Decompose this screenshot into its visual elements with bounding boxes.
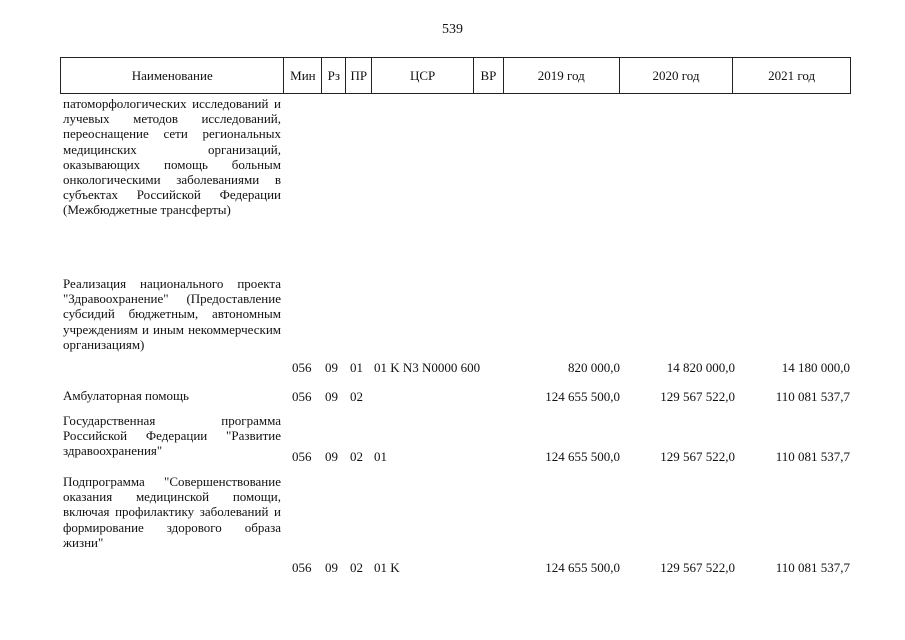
row-csr: 01 K N3 N0000 600 — [374, 359, 481, 375]
row-csr: 01 K — [374, 559, 400, 575]
row-name: Подпрограмма "Совершенствование оказания медицинской помощи, включая профилактику заболеваний и формирование здорового образа жизни" — [63, 474, 281, 550]
row-min: 056 — [292, 388, 312, 404]
row-2019: 820 000,0 — [568, 359, 620, 375]
row-2020: 14 820 000,0 — [666, 359, 735, 375]
row-name: Государственная программа Российской Федерации "Развитие здравоохранения" — [63, 413, 281, 459]
row-pr: 02 — [350, 448, 363, 464]
header-csr: ЦСР — [372, 58, 474, 93]
table-row — [60, 276, 851, 375]
row-rz: 09 — [325, 388, 338, 404]
row-name: Амбулаторная помощь — [63, 388, 189, 403]
row-2020: 129 567 522,0 — [660, 388, 735, 404]
header-name: Наименование — [61, 58, 284, 93]
row-2019: 124 655 500,0 — [545, 448, 620, 464]
table-row — [60, 474, 851, 575]
header-vr: ВР — [474, 58, 504, 93]
row-2020: 129 567 522,0 — [660, 448, 735, 464]
row-2019: 124 655 500,0 — [545, 559, 620, 575]
row-csr: 01 — [374, 448, 387, 464]
row-name: Реализация национального проекта "Здравоохранение" (Предоставление субсидий бюджетным, автономным учреждениям и иным некоммерческим организациям) — [63, 276, 281, 352]
row-2021: 110 081 537,7 — [775, 448, 850, 464]
row-pr: 02 — [350, 388, 363, 404]
row-rz: 09 — [325, 448, 338, 464]
row-name: патоморфологических исследований и лучевых методов исследований, переоснащение сети региональных медицинских организаций, оказывающих помощь больным онкологическими заболеваниями в субъектах Российской Федерации (Межбюджетные трансферты) — [63, 96, 281, 218]
table-row — [60, 388, 851, 404]
table-row — [60, 96, 851, 264]
row-2021: 110 081 537,7 — [775, 559, 850, 575]
row-rz: 09 — [325, 559, 338, 575]
table-row — [60, 413, 851, 464]
row-min: 056 — [292, 448, 312, 464]
row-2021: 14 180 000,0 — [781, 359, 850, 375]
row-pr: 01 — [350, 359, 363, 375]
header-2019: 2019 год — [504, 58, 620, 93]
header-rz: Рз — [322, 58, 346, 93]
table-header — [60, 57, 851, 94]
row-2020: 129 567 522,0 — [660, 559, 735, 575]
header-min: Мин — [284, 58, 322, 93]
row-min: 056 — [292, 359, 312, 375]
row-pr: 02 — [350, 559, 363, 575]
page-number: 539 — [442, 22, 463, 37]
row-min: 056 — [292, 559, 312, 575]
header-2021: 2021 год — [768, 67, 816, 83]
row-2019: 124 655 500,0 — [545, 388, 620, 404]
header-pr: ПР — [346, 58, 372, 93]
header-2020: 2020 год — [620, 58, 734, 93]
row-rz: 09 — [325, 359, 338, 375]
row-2021: 110 081 537,7 — [775, 388, 850, 404]
